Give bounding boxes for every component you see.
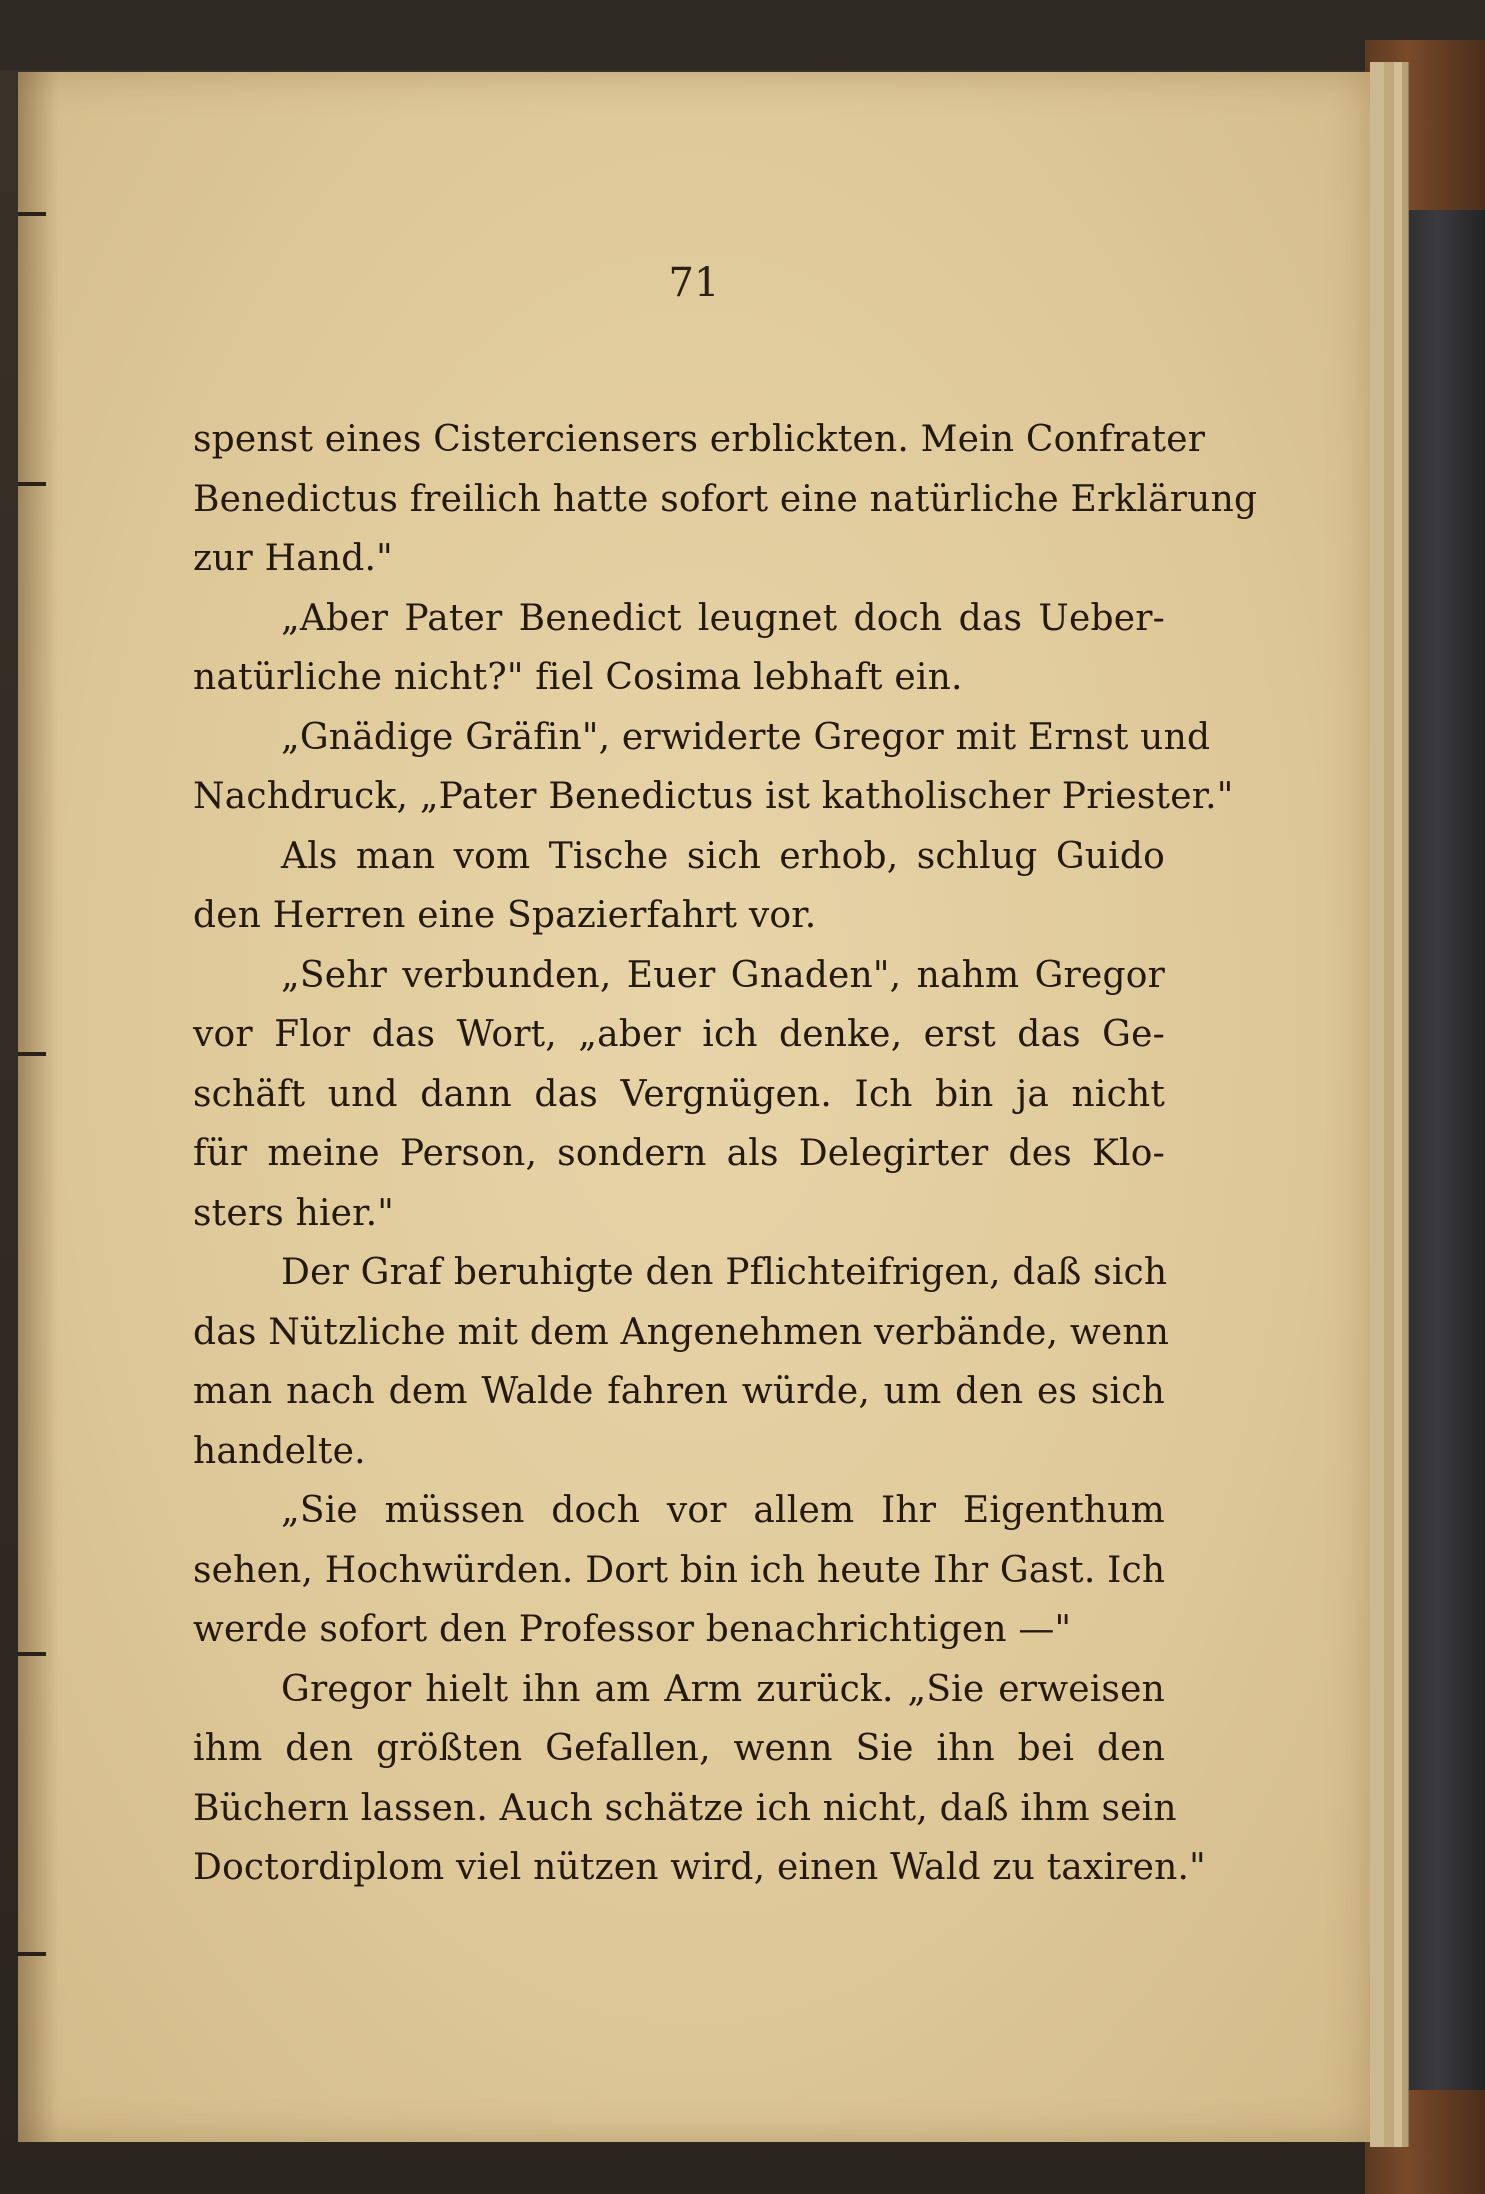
text-line: spenst eines Cisterciensers erblickten. Mein Confrater	[193, 419, 1206, 460]
page-number: 71	[668, 260, 720, 306]
page-edge	[1402, 62, 1409, 2147]
page-gutter-shadow	[18, 72, 58, 2142]
text-line: Als man vom Tische sich erhob, schlug Guido	[281, 835, 1165, 877]
margin-mark	[18, 212, 46, 216]
text-line: Doctordiplom viel nützen wird, einen Wald zu taxiren."	[193, 1847, 1206, 1888]
text-line: für meine Person, sondern als Delegirter des Klo-	[193, 1133, 1165, 1174]
text-line: natürliche nicht?" fiel Cosima lebhaft ein.	[193, 657, 963, 698]
scan-backdrop	[0, 0, 1485, 70]
body-text	[193, 410, 1258, 1898]
text-line: Benedictus freilich hatte sofort eine natürliche Erklärung	[193, 478, 1258, 520]
text-line: „Aber Pater Benedict leugnet doch das Ueber-	[281, 597, 1165, 639]
margin-mark	[18, 1052, 46, 1056]
text-line: Gregor hielt ihn am Arm zurück. „Sie erweisen	[281, 1668, 1165, 1710]
text-line: „Gnädige Gräfin", erwiderte Gregor mit Ernst und	[281, 716, 1211, 758]
margin-mark	[18, 482, 46, 486]
margin-mark	[18, 1952, 46, 1956]
text-line: Der Graf beruhigte den Pflichteifrigen, daß sich	[281, 1252, 1168, 1293]
text-line: Nachdruck, „Pater Benedictus ist katholischer Priester."	[193, 776, 1234, 817]
text-line: handelte.	[193, 1430, 366, 1472]
text-line: zur Hand."	[193, 538, 393, 579]
text-line: man nach dem Walde fahren würde, um den es sich	[193, 1371, 1165, 1412]
text-line: „Sehr verbunden, Euer Gnaden", nahm Gregor	[281, 954, 1165, 996]
book-page	[18, 72, 1370, 2142]
text-line: sters hier."	[193, 1192, 395, 1234]
page-edge	[1370, 62, 1385, 2147]
text-line: sehen, Hochwürden. Dort bin ich heute Ihr Gast. Ich	[193, 1549, 1166, 1591]
margin-mark	[18, 1652, 46, 1656]
text-line: das Nützliche mit dem Angenehmen verbände, wenn	[193, 1311, 1170, 1353]
text-line: „Sie müssen doch vor allem Ihr Eigenthum	[281, 1490, 1165, 1531]
text-line: ihm den größten Gefallen, wenn Sie ihn bei den	[193, 1728, 1165, 1769]
text-line: Büchern lassen. Auch schätze ich nicht, daß ihm sein	[193, 1787, 1177, 1829]
text-line: den Herren eine Spazierfahrt vor.	[193, 895, 817, 936]
text-line: vor Flor das Wort, „aber ich denke, erst das Ge-	[193, 1014, 1165, 1055]
text-line: werde sofort den Professor benachrichtigen —"	[193, 1609, 1072, 1650]
text-line: schäft und dann das Vergnügen. Ich bin ja nicht	[193, 1073, 1165, 1115]
